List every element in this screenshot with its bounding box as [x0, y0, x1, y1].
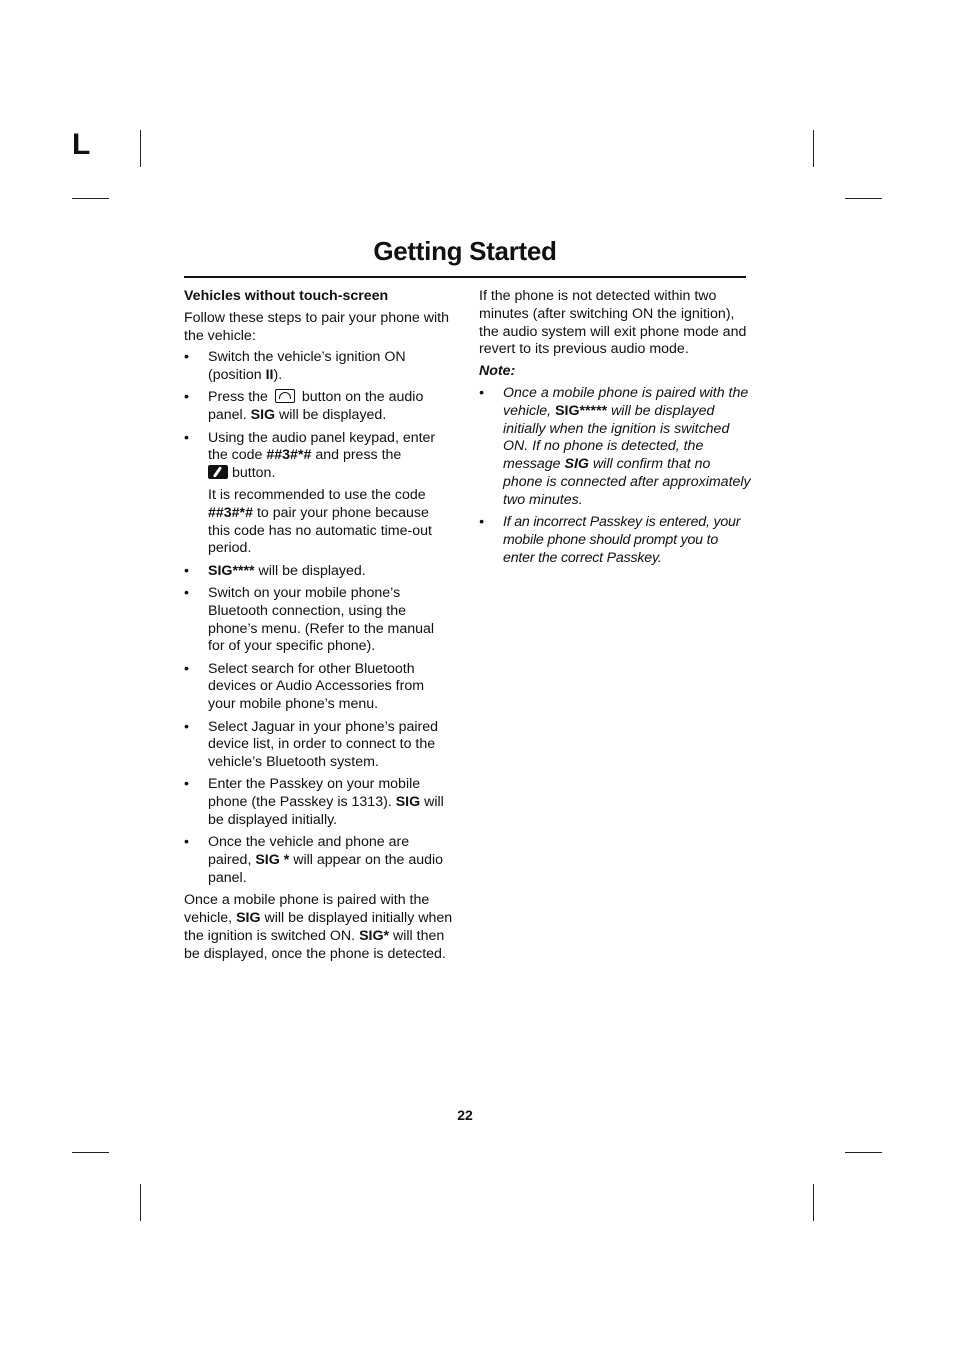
- list-item: • If an incorrect Passkey is entered, your mobile phone should prompt you to enter the correct Passkey.: [479, 514, 751, 567]
- crop-mark: [845, 1152, 882, 1153]
- crop-mark: [72, 1152, 109, 1153]
- list-item: • Using the audio panel keypad, enter the code ##3#*# and press the button. It is recommended to use the code ##3#*# to pair your phone because this code has no automatic time-out period.: [184, 430, 454, 559]
- list-item: • Press the button on the audio panel. SIG will be displayed.: [184, 389, 454, 425]
- title-rule: [184, 276, 746, 278]
- notes-list: [479, 385, 751, 567]
- list-item: • Select Jaguar in your phone’s paired device list, in order to connect to the vehicle’s Bluetooth system.: [184, 719, 454, 772]
- list-item: • Once a mobile phone is paired with the vehicle, SIG***** will be displayed initially when the ignition is switched ON. If no phone is detected, the message SIG will confirm that no phone is connected after approximately two minutes.: [479, 385, 751, 510]
- bullet-note: It is recommended to use the code ##3#*# to pair your phone because this code has no automatic time-out period.: [208, 486, 432, 557]
- phone-button-icon: [275, 389, 295, 403]
- crop-mark: [72, 198, 109, 199]
- note-label: Note:: [479, 363, 516, 380]
- side-letter: L: [72, 128, 91, 161]
- list-item: • Switch on your mobile phone’s Bluetooth connection, using the phone’s menu. (Refer to the manual for of your specific phone).: [184, 585, 454, 656]
- left-column: [184, 288, 454, 967]
- list-item: • Select search for other Bluetooth devices or Audio Accessories from your mobile phone’s menu.: [184, 661, 454, 714]
- crop-mark: [813, 130, 814, 167]
- list-item: • Once the vehicle and phone are paired, SIG * will appear on the audio panel.: [184, 834, 454, 887]
- page-title: Getting Started: [373, 236, 557, 266]
- list-item: • Enter the Passkey on your mobile phone (the Passkey is 1313). SIG will be displayed initially.: [184, 776, 454, 829]
- right-column: [479, 288, 751, 572]
- intro-text: Follow these steps to pair your phone with the vehicle:: [184, 309, 449, 344]
- list-item: • SIG**** will be displayed.: [184, 563, 454, 581]
- crop-mark: [845, 198, 882, 199]
- list-item: • Switch the vehicle’s ignition ON (position II).: [184, 349, 454, 385]
- call-button-icon: [208, 465, 228, 479]
- detection-paragraph: If the phone is not detected within two minutes (after switching ON the ignition), the audio system will exit phone mode and revert to its previous audio mode.: [479, 288, 747, 358]
- closing-text: Once a mobile phone is paired with the vehicle, SIG will be displayed initially when the ignition is switched ON. SIG* will then be displayed, once the phone is detected.: [184, 892, 453, 962]
- page-number: 22: [457, 1107, 473, 1123]
- crop-mark: [813, 1184, 814, 1221]
- crop-mark: [140, 1184, 141, 1221]
- section-heading: Vehicles without touch-screen: [184, 288, 389, 304]
- crop-mark: [140, 130, 141, 167]
- steps-list: [184, 349, 454, 887]
